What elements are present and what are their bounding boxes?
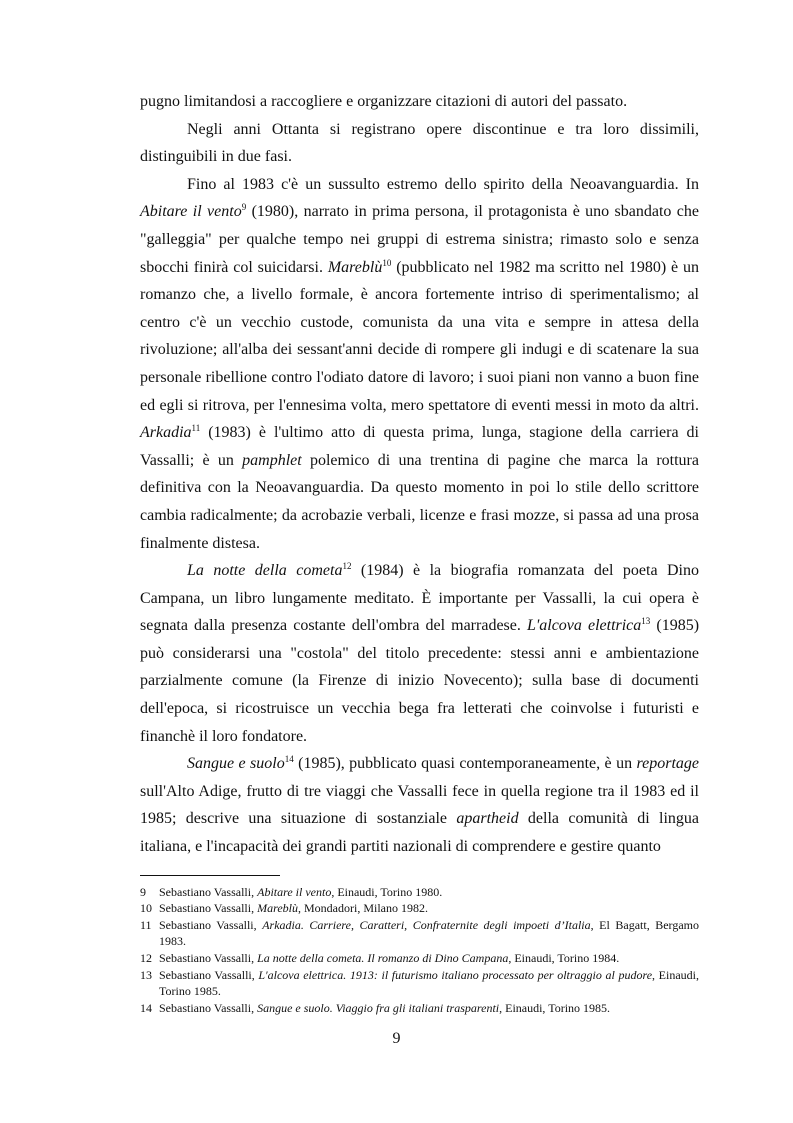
footnote: 13 Sebastiano Vassalli, L'alcova elettrica. 1913: il futurismo italiano processato per oltraggio al pudore, Einaudi, Torino 1985. xyxy=(140,967,700,999)
footnote-ref[interactable]: 13 xyxy=(641,616,651,627)
footnote: 9 Sebastiano Vassalli, Abitare il vento, Einaudi, Torino 1980. xyxy=(140,884,443,899)
footnote: 12 Sebastiano Vassalli, La notte della cometa. Il romanzo di Dino Campana, Einaudi, Torino 1984. xyxy=(140,951,620,965)
footnote-ref[interactable]: 12 xyxy=(342,561,352,572)
foreign-term: apartheid xyxy=(456,810,519,828)
paragraph-alto-adige: Sangue e suolo$^{14}$ (1985), pubblicato quasi contemporaneamente, è un reportage sull'Alto Adige, frutto di tre viaggi che Vassalli fece in quella regione tra il 1983 ed il 1985; descrive una situazione di sostanziale apartheid della comunità di lingua italiana, e l'incapacità dei grandi partiti nazionali di comprendere e gestire quanto xyxy=(140,754,700,856)
book-title: Mareblù xyxy=(327,258,383,276)
paragraph-two-phases: Negli anni Ottanta si registrano opere discontinue e tra loro dissimili, distinguibili in due fasi. xyxy=(140,120,699,166)
book-title: Abitare il vento xyxy=(140,203,242,221)
paragraph-campana: La notte della cometa$^{12}$ (1984) è la biografia romanzata del poeta Dino Campana, un libro lungamente meditato. È importante per Vassalli, la cui opera è segnata dalla presenza costante dell'ombra del marradese. L'alcova elettrica$^{13}$ (1985) può considerarsi una "costola" del titolo precedente: stessi anni e ambientazione parzialmente comune (la Firenze di inizio Novecento); sulla base di documenti dell'epoca, si ricostruisce un vecchia bega fra letterati che coinvolse i futuristi e financhè il loro fondatore. xyxy=(140,561,700,745)
footnote-number: 10 xyxy=(140,901,152,916)
foreign-term: pamphlet xyxy=(242,451,302,469)
footnote: 14 Sebastiano Vassalli, Sangue e suolo. Viaggio fra gli italiani trasparenti, Einaudi, Torino 1985. xyxy=(140,1000,611,1015)
footnote-separator xyxy=(140,875,280,876)
footnote-ref[interactable]: 11 xyxy=(191,423,201,434)
footnote-ref[interactable]: 9 xyxy=(241,202,247,213)
footnote-ref[interactable]: 10 xyxy=(382,257,392,268)
footnote-number: 9 xyxy=(140,884,146,899)
footnotes xyxy=(140,884,699,1017)
book-title: Sangue e suolo xyxy=(187,755,285,773)
footnote: 10 Sebastiano Vassalli, Mareblù, Mondadori, Milano 1982. xyxy=(140,901,428,916)
page-number: 9 xyxy=(392,1030,401,1047)
footnote-number: 11 xyxy=(140,917,152,932)
paragraph-continuation: pugno limitandosi a raccogliere e organizzare citazioni di autori del passato. xyxy=(140,93,628,110)
page-content xyxy=(140,88,699,1016)
footnote-ref[interactable]: 14 xyxy=(284,754,294,765)
footnote-number: 12 xyxy=(140,951,152,965)
book-title: L'alcova elettrica xyxy=(526,617,642,635)
body-text xyxy=(140,88,699,861)
paragraph-first-phase: Fino al 1983 c'è un sussulto estremo dello spirito della Neoavanguardia. In Abitare il vento$^9$ (1980), narrato in prima persona, il protagonista è uno sbandato che "galleggia" per qualche tempo nei gruppi di estrema sinistra; rimasto solo e senza sbocchi finirà col suicidarsi. Mareblù$^{10}$ (pubblicato nel 1982 ma scritto nel 1980) è un romanzo che, a livello formale, è ancora fortemente intriso di sperimentalismo; al centro c'è un vecchio custode, comunista da una vita e sempre in attesa della rivoluzione; all'alba dei sessant'anni decide di rompere gli indugi e di scatenare la sua personale ribellione contro l'odiato datore di lavoro; i suoi piani non vanno a buon fine ed egli si ritrova, per l'ennesima volta, mero spettatore di eventi messi in moto da altri. Arkadia$^{11}$ (1983) è l'ultimo atto di questa prima, lunga, stagione della carriera di Vassalli; è un pamphlet polemico di una trentina di pagine che marca la rottura definitiva con la Neoavanguardia. Da questo momento in poi lo stile dello scrittore cambia radicalmente; da acrobazie verbali, licenze e frasi mozze, si passa ad una prosa finalmente distesa. xyxy=(140,175,700,552)
foreign-term: reportage xyxy=(636,755,700,773)
footnote: 11 Sebastiano Vassalli, Arkadia. Carriere, Caratteri, Confraternite degli impoeti d’Italia, El Bagatt, Bergamo 1983. xyxy=(140,917,699,949)
footnote-number: 13 xyxy=(140,967,152,982)
book-title: Arkadia xyxy=(140,424,192,442)
footnote-number: 14 xyxy=(140,1000,152,1015)
book-title: La notte della cometa xyxy=(187,562,343,580)
